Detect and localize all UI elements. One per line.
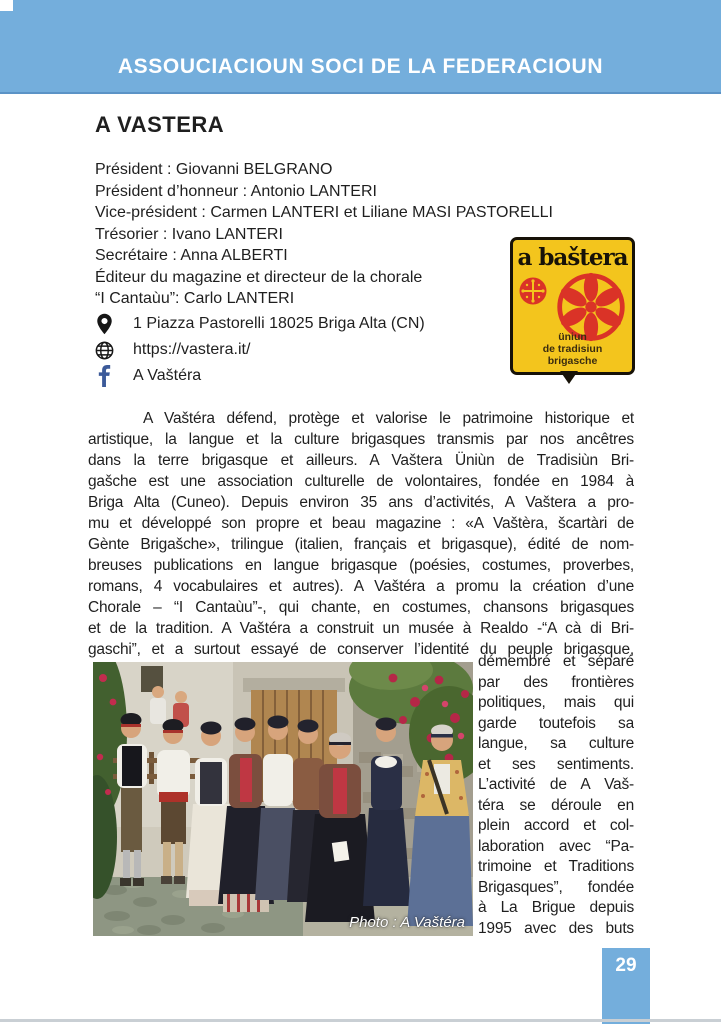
facebook-row [92,363,512,389]
address-row [92,311,512,337]
paragraph-line: Chorale – “I Cantaùu”-, qui chante, en costumes, chansons brigasques [88,599,634,616]
column-line: Brigasques”, fondée [478,878,634,896]
location-pin-icon [92,313,116,335]
column-line: démembré et séparé [478,653,634,670]
column-line: à La Brigue depuis [478,899,634,916]
header-title: ASSOUCIACIOUN SOCI DE LA FEDERACIOUN [117,55,604,78]
paragraph-line: gašche est une association culturelle de volontaires, fondée en 1984 à [88,473,634,490]
page-number-badge: 29 [602,948,650,1024]
contact-block [92,311,512,389]
officer-line: Secrétaire : Anna ALBERTI [95,247,288,264]
association-logo [510,237,635,375]
scan-artifact-notch [0,0,13,11]
officer-line: “I Cantaùu”: Carlo LANTERI [95,290,295,307]
column-line: politiques, mais qui [478,694,634,711]
website-row [92,337,512,363]
column-line: par des frontières [478,673,634,691]
paragraph-line: A Vaštéra défend, protège et valorise le patrimoine historique et [143,410,634,427]
paragraph-line: dans la terre brigasque et ailleurs. A Vaštera Üniùn de Tradisiùn Bri- [88,452,634,469]
occitan-cross-icon [518,276,548,311]
paragraph-line: Gènte Brigašche», trilingue (italien, français et brigasque), édité de nom- [88,536,634,553]
column-line: plein accord et col- [478,817,634,834]
officer-line: Trésorier : Ivano LANTERI [95,225,283,243]
group-photo-illustration [93,662,473,936]
address-text: 1 Piazza Pastorelli 18025 Briga Alta (CN) [133,315,425,332]
officer-line: Président : Giovanni BELGRANO [95,161,333,178]
paragraph-line: et de la tradition. A Vaštéra a construit un musée à Realdo -“A cà di Bri- [88,620,634,637]
paragraph-line: artistique, la langue et la culture brigasques transmis par nos ancêtres [88,431,634,448]
column-line: L’activité de A Vaš- [478,776,634,793]
officer-line: Président d’honneur : Antonio LANTERI [95,182,377,200]
article-title: A VASTERA [95,112,225,137]
header-band [0,0,721,94]
paragraph-line: romans, 4 vocabulaires et autres). A Vaštéra a promu la création d’une [88,578,634,595]
photo-caption: Photo : A Vaštéra [349,914,465,931]
paragraph-line: mu et développé son propre et beau magazine : «A Vaštèra, šcartàri de [88,515,634,532]
wrapped-text-column [478,652,634,939]
logo-pointer [560,371,578,384]
group-photo [93,662,473,936]
facebook-text: A Vaštéra [133,367,202,384]
column-line: langue, sa culture [478,735,634,752]
column-line: garde toutefois sa [478,714,634,732]
officer-line: Vice-président : Carmen LANTERI et Liliane MASI PASTORELLI [95,204,553,221]
column-line: trimoine et Traditions [478,858,634,875]
column-line: 1995 avec des buts [478,919,634,937]
website-link[interactable]: https://vastera.it/ [133,341,251,358]
officers-list [95,159,555,310]
column-line: laboration avec “Pa- [478,837,634,855]
paragraph-line: gaschi”, et a surtout essayé de conserver l’identité du peuple brigasque, [88,641,634,658]
main-paragraph [88,408,634,660]
column-line: téra se déroule en [478,796,634,814]
globe-icon [92,340,116,361]
logo-title: a baštera [517,244,628,271]
page-bottom-edge [0,1019,721,1022]
column-line: et ses sentiments. [478,755,634,773]
paragraph-line: breuses publications en langue brigasque (poésies, costumes, proverbes, [88,557,634,574]
facebook-icon [92,365,116,387]
paragraph-line: Briga Alta (Cuneo). Depuis environ 35 ans d’activités, A Vaštera a pro- [88,494,634,511]
officer-line: Éditeur du magazine et directeur de la chorale [95,268,423,286]
logo-subtitle: üniun de tradisiun brigasche [542,331,603,367]
